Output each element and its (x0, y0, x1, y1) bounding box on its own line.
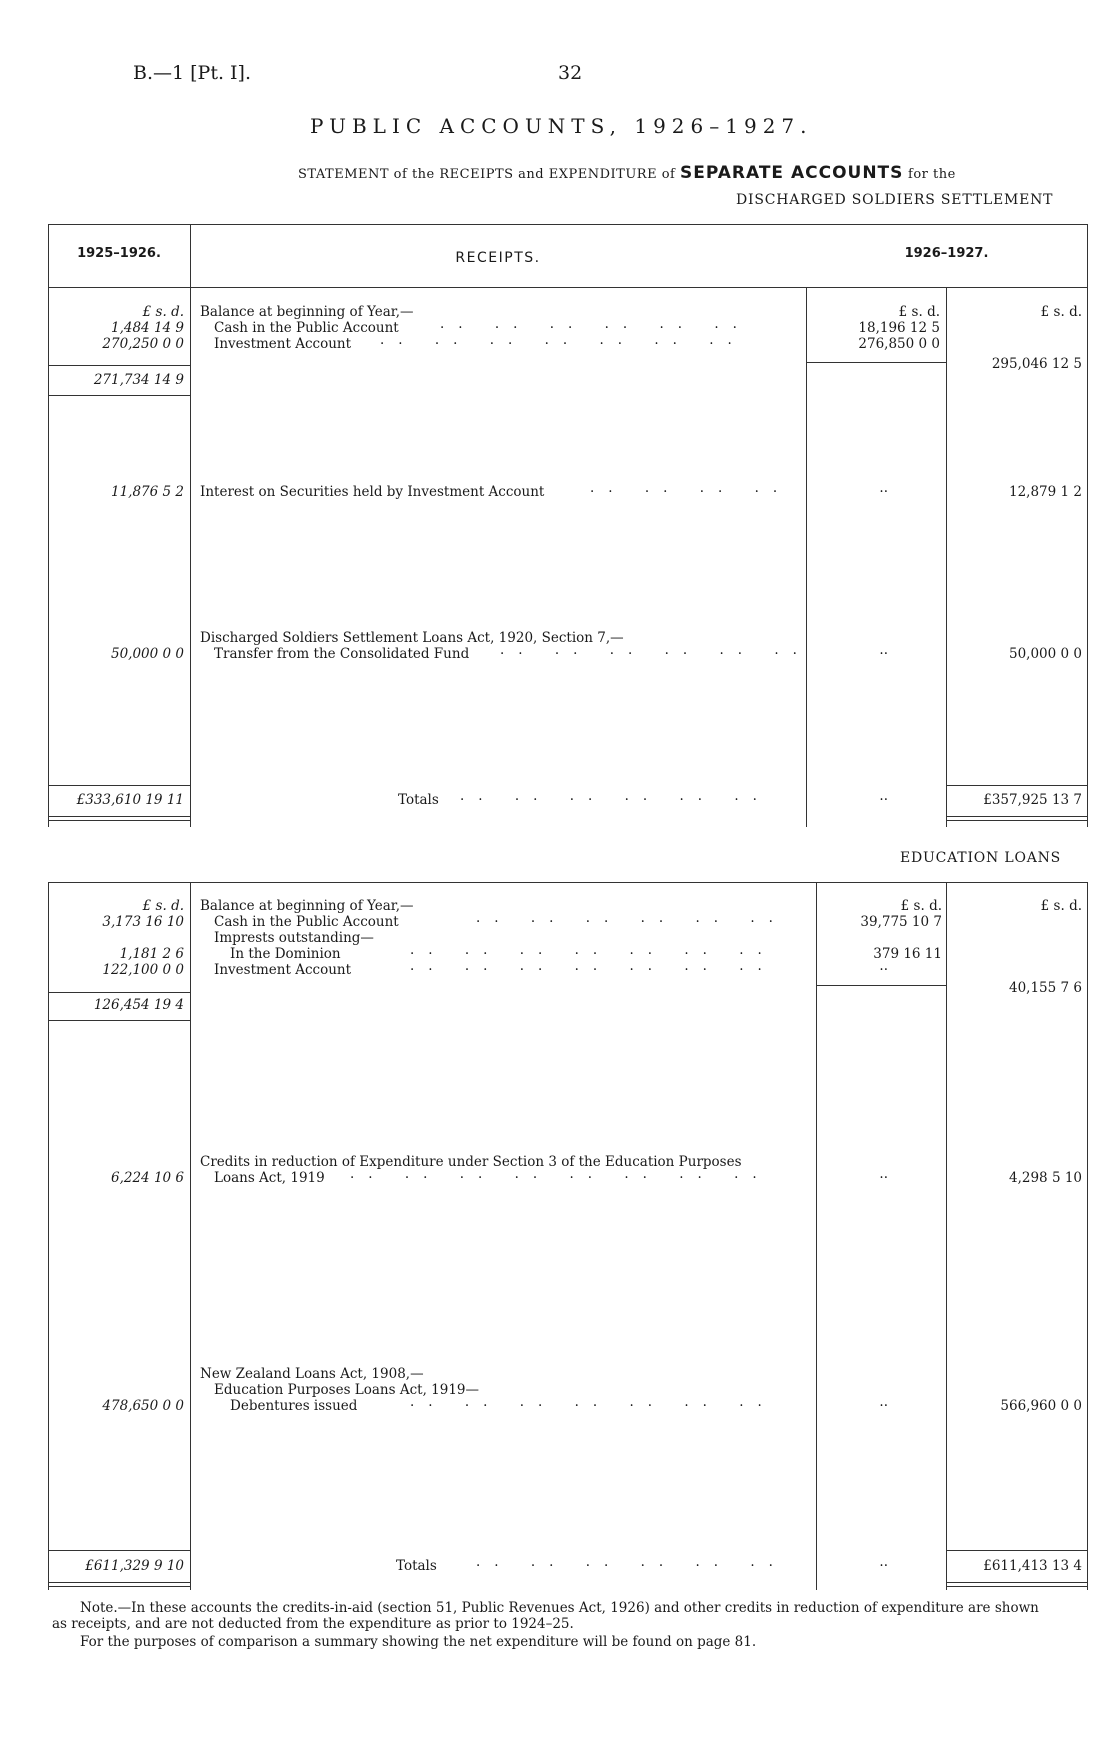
table1-mid-subtotal-rule (806, 362, 946, 363)
table1-right-border (1087, 224, 1088, 827)
s2-balance-total: 40,155 7 6 (1009, 980, 1082, 996)
table2-subtotal-rule (48, 992, 190, 993)
s1-inv-curr: 276,850 0 0 (858, 336, 940, 352)
table1-totals-rule-prev (48, 785, 190, 786)
table1-divider-prev (190, 224, 191, 827)
s1-totals-mid: ·· (879, 792, 888, 808)
lsd-mid-2: £ s. d. (900, 898, 942, 914)
s1-transfer-leader: ·· ·· ·· ·· ·· ·· (500, 646, 811, 662)
s1-totals-curr: £357,925 13 7 (983, 792, 1082, 808)
s1-totals-label: Totals (398, 792, 439, 808)
table2-top-rule (48, 882, 1088, 883)
col-head-receipts: RECEIPTS. (455, 250, 541, 266)
table1-dbl-rule-d (946, 820, 1087, 821)
table1-divider-right (946, 287, 947, 827)
page-reference: B.—1 [Pt. I]. (133, 62, 251, 84)
statement-post: for the (908, 167, 956, 182)
s2-cash-label: Cash in the Public Account (214, 914, 399, 930)
statement-pre: STATEMENT of the RECEIPTS and EXPENDITURE of (298, 167, 676, 182)
col-head-prev-year: 1925–1926. (77, 246, 161, 261)
s2-deb-prev: 478,650 0 0 (102, 1398, 184, 1414)
lsd-mid-1: £ s. d. (898, 304, 940, 320)
s2-inv-label: Investment Account (214, 962, 352, 978)
note-line-1: Note.—In these accounts the credits-in-aid (section 51, Public Revenues Act, 1926) and other credits in reduction of expenditure are shown (80, 1600, 1039, 1616)
s1-act-label: Discharged Soldiers Settlement Loans Act, 1920, Section 7,— (200, 630, 624, 646)
s2-credits-label-2: Loans Act, 1919 (214, 1170, 325, 1186)
s1-cash-label: Cash in the Public Account (214, 320, 399, 336)
s2-balance-label: Balance at beginning of Year,— (200, 898, 414, 914)
s1-balance-label: Balance at beginning of Year,— (200, 304, 414, 320)
s2-inv-curr: ·· (879, 962, 888, 978)
s2-deb-curr: 566,960 0 0 (1000, 1398, 1082, 1414)
s1-cash-prev: 1,484 14 9 (111, 320, 184, 336)
s2-cash-curr: 39,775 10 7 (860, 914, 942, 930)
s1-inv-prev: 270,250 0 0 (102, 336, 184, 352)
section2-heading: EDUCATION LOANS (900, 850, 1062, 866)
s2-imprests-label: Imprests outstanding— (214, 930, 374, 946)
s2-edu-label: Education Purposes Loans Act, 1919— (214, 1382, 480, 1398)
note-line-3: For the purposes of comparison a summary showing the net expenditure will be found on page 81. (80, 1634, 757, 1650)
table1-totals-rule-curr (946, 785, 1087, 786)
s1-interest-prev: 11,876 5 2 (111, 484, 184, 500)
s2-inv-prev: 122,100 0 0 (102, 962, 184, 978)
statement-heading (298, 163, 956, 183)
s2-dominion-label: In the Dominion (230, 946, 341, 962)
s1-transfer-prev: 50,000 0 0 (111, 646, 184, 662)
s1-transfer-label: Transfer from the Consolidated Fund (214, 646, 470, 662)
table1-head-rule (48, 287, 1088, 288)
table2-totals-rule-prev (48, 1550, 190, 1551)
page-title: PUBLIC ACCOUNTS, 1926–1927. (310, 114, 813, 138)
s2-credits-prev: 6,224 10 6 (111, 1170, 184, 1186)
s1-interest-curr: 12,879 1 2 (1009, 484, 1082, 500)
lsd-right-2: £ s. d. (1040, 898, 1082, 914)
table1-subtotal-rule (48, 365, 190, 366)
s1-inv-label: Investment Account (214, 336, 352, 352)
statement-bold: SEPARATE ACCOUNTS (680, 163, 904, 183)
s2-deb-label: Debentures issued (230, 1398, 358, 1414)
table1-dbl-rule-a (48, 816, 190, 817)
table1-left-border (48, 224, 49, 827)
s2-totals-mid: ·· (879, 1558, 888, 1574)
s1-inv-leader: ·· ·· ·· ·· ·· ·· ·· (380, 336, 746, 352)
lsd-prev-2: £ s. d. (142, 898, 184, 914)
s2-subtotal-prev: 126,454 19 4 (93, 997, 184, 1013)
table2-totals-rule-curr (946, 1550, 1087, 1551)
table2-dbl-rule-b (48, 1586, 190, 1587)
s1-balance-total: 295,046 12 5 (991, 356, 1082, 372)
table1-dbl-rule-b (48, 820, 190, 821)
table2-divider-mid (816, 882, 817, 1590)
s2-dominion-prev: 1,181 2 6 (119, 946, 184, 962)
s2-cash-prev: 3,173 16 10 (102, 914, 184, 930)
table2-dbl-rule-d (946, 1586, 1087, 1587)
s1-transfer-curr: 50,000 0 0 (1009, 646, 1082, 662)
s2-dominion-leader: ·· ·· ·· ·· ·· ·· ·· (410, 946, 776, 962)
table2-divider-prev (190, 882, 191, 1590)
section1-heading: DISCHARGED SOLDIERS SETTLEMENT (736, 192, 1054, 208)
s1-totals-prev: £333,610 19 11 (76, 792, 184, 808)
table1-dbl-rule-c (946, 816, 1087, 817)
lsd-right-1: £ s. d. (1040, 304, 1082, 320)
table2-dbl-rule-c (946, 1582, 1087, 1583)
s2-deb-mid: ·· (879, 1398, 888, 1414)
s2-deb-leader: ·· ·· ·· ·· ·· ·· ·· (410, 1398, 776, 1414)
s2-totals-prev: £611,329 9 10 (85, 1558, 184, 1574)
page-number: 32 (558, 62, 583, 84)
table2-dbl-rule-a (48, 1582, 190, 1583)
s1-transfer-mid: ·· (879, 646, 888, 662)
s1-cash-leader: ·· ·· ·· ·· ·· ·· (440, 320, 751, 336)
s1-subtotal-prev: 271,734 14 9 (93, 372, 184, 388)
lsd-prev-1: £ s. d. (142, 304, 184, 320)
table1-divider-mid (806, 287, 807, 827)
s2-credits-mid: ·· (879, 1170, 888, 1186)
s1-cash-curr: 18,196 12 5 (858, 320, 940, 336)
s2-credits-label-1: Credits in reduction of Expenditure under Section 3 of the Education Purposes (200, 1154, 742, 1170)
s2-credits-curr: 4,298 5 10 (1009, 1170, 1082, 1186)
s1-totals-leader: ·· ·· ·· ·· ·· ·· (460, 792, 771, 808)
s1-interest-mid: ·· (879, 484, 888, 500)
table2-right-border (1087, 882, 1088, 1590)
table1-top-rule (48, 224, 1088, 225)
s2-dominion-curr: 379 16 11 (873, 946, 942, 962)
s1-interest-leader: ·· ·· ·· ·· (590, 484, 792, 500)
table2-subtotal-rule2 (48, 1020, 190, 1021)
table1-subtotal-rule2 (48, 395, 190, 396)
s2-credits-leader: ·· ·· ·· ·· ·· ·· ·· ·· (350, 1170, 771, 1186)
s2-totals-label: Totals (396, 1558, 437, 1574)
note-line-2: as receipts, and are not deducted from the expenditure as prior to 1924–25. (52, 1616, 574, 1632)
s2-totals-curr: £611,413 13 4 (983, 1558, 1082, 1574)
s2-inv-leader: ·· ·· ·· ·· ·· ·· ·· (410, 962, 776, 978)
s2-totals-leader: ·· ·· ·· ·· ·· ·· (476, 1558, 787, 1574)
table2-mid-subtotal-rule (816, 985, 946, 986)
table2-left-border (48, 882, 49, 1590)
s1-interest-label: Interest on Securities held by Investment Account (200, 484, 545, 500)
col-head-curr-year: 1926–1927. (904, 246, 989, 261)
s2-cash-leader: ·· ·· ·· ·· ·· ·· (476, 914, 787, 930)
table2-divider-right (946, 882, 947, 1590)
s2-nz-label: New Zealand Loans Act, 1908,— (200, 1366, 424, 1382)
